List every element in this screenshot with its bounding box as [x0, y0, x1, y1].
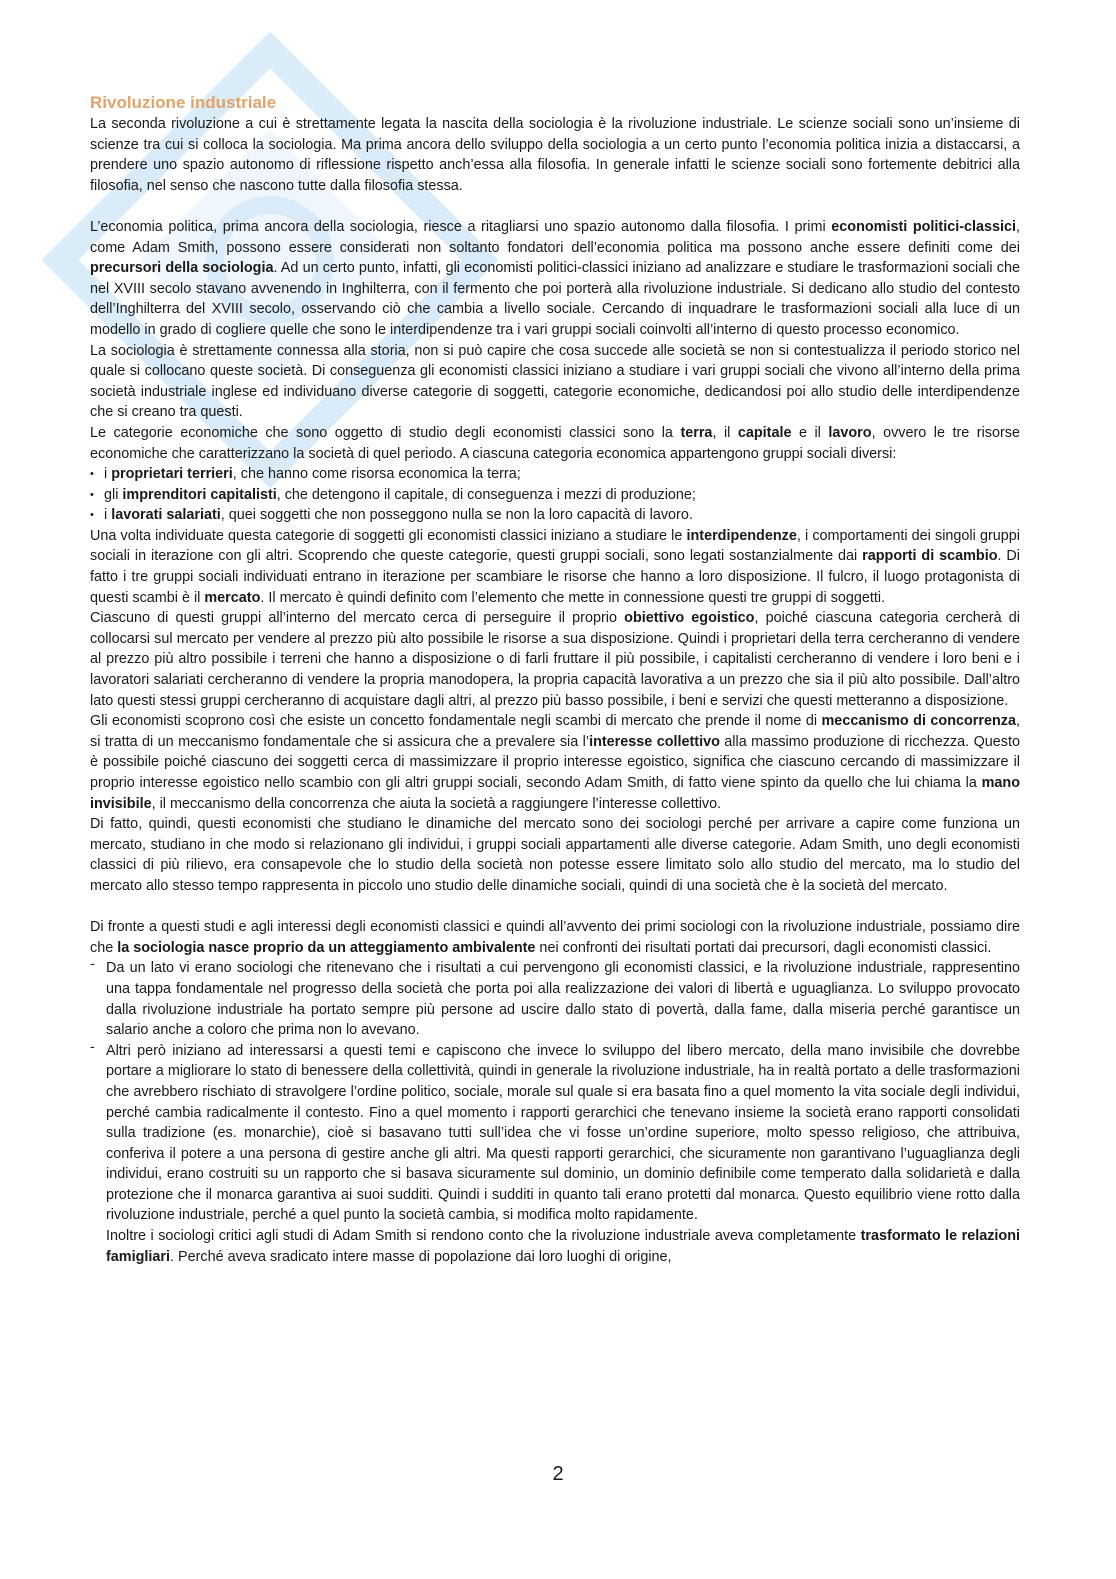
list-item: • gli imprenditori capitalisti, che detengono il capitale, di conseguenza i mezzi di produzione;: [90, 485, 1020, 506]
document-page: [90, 92, 1020, 1267]
paragraph-5: Una volta individuate questa categorie di soggetti gli economisti classici iniziano a studiare le interdipendenze, i comportamenti dei singoli gruppi sociali in iterazione con gli altri. Scoprendo che queste categorie, questi gruppi sociali, sono legati sostanzialmente dai rapporti di scambio. Di fatto i tre gruppi sociali individuati entrano in iterazione per scambiare le risorse che hanno a loro disposizione. Il fulcro, il luogo protagonista di questi scambi è il mercato. Il mercato è quindi definito com l’elemento che mette in connessione questi tre gruppi di soggetti.: [90, 527, 1020, 606]
paragraph-1: La seconda rivoluzione a cui è strettamente legata la nascita della sociologia è la rivoluzione industriale. Le scienze sociali sono un’insieme di scienze tra cui si colloca la sociologia. Ma prima ancora dello sviluppo della sociologia a un certo punto l’economia politica inizia a distaccarsi, a prendere uno spazio autonomo di riflessione rispetto anch’essa alla filosofia. In generale infatti le scienze sociali sono fortemente debitrici alla filosofia, nel senso che nascono tutte dalla filosofia stessa.: [90, 116, 1020, 194]
paragraph-9: Di fronte a questi studi e agli interessi degli economisti classici e quindi all’avvento dei primi sociologi con la rivoluzione industriale, possiamo dire che la sociologia nasce proprio da un atteggiamento ambivalente nei confronti dei risultati portati dai precursori, dagli economisti classici.: [90, 919, 1020, 956]
paragraph-4: Le categorie economiche che sono oggetto di studio degli economisti classici sono la terra, il capitale e il lavoro, ovvero le tre risorse economiche che caratterizzano la società di quel periodo. A ciascuna categoria economica appartengono gruppi sociali diversi:: [90, 424, 1020, 462]
section-heading: Rivoluzione industriale: [90, 93, 277, 112]
paragraph-3: La sociologia è strettamente connessa alla storia, non si può capire che cosa succede alle società se non si contestualizza il periodo storico nel quale si collocano queste società. Di conseguenza gli economisti classici iniziano a studiare i vari gruppi sociali che vivono all’interno della prima società industriale inglese ed individuano diverse categorie di soggetti, categorie economiche, dedicandosi poi allo studio delle interdipendenze che si creano tra questi.: [90, 342, 1020, 421]
paragraph-10: Inoltre i sociologi critici agli studi di Adam Smith si rendono conto che la rivoluzione industriale aveva completamente trasformato le relazioni famigliari. Perché aveva sradicato intere masse di popolazione dai loro luoghi di origine,: [106, 1228, 1020, 1265]
dash-list: [90, 958, 1020, 1226]
list-item: • i lavorati salariati, quei soggetti che non posseggono nulla se non la loro capacità di lavoro.: [90, 505, 1020, 526]
paragraph-2: L’economia politica, prima ancora della sociologia, riesce a ritagliarsi uno spazio autonomo dalla filosofia. I primi economisti politici-classici, come Adam Smith, possono essere considerati non soltanto fondatori dell’economia politica ma possono anche essere definiti come dei precursori della sociologia. Ad un certo punto, infatti, gli economisti politici-classici iniziano ad analizzare e studiare le trasformazioni sociali che nel XVIII secolo stavano avvenendo in Inghilterra, con il fermento che poi porterà alla rivoluzione industriale. Si dedicano allo studio del contesto dell’Inghilterra del XVIII secolo, osservando ciò che cambia a livello sociale. Cercando di inquadrare le trasformazioni sociali alla luce di un modello in grado di cogliere quelle che sono le interdipendenze tra i vari gruppi sociali coinvolti all’interno di questo processo economico.: [90, 218, 1021, 338]
list-item: • i proprietari terrieri, che hanno come risorsa economica la terra;: [90, 464, 1020, 485]
bullet-list: [90, 464, 1020, 526]
paragraph-8: Di fatto, quindi, questi economisti che studiano le dinamiche del mercato sono dei sociologi perché per arrivare a capire come funziona un mercato, studiano in che modo si relazionano gli individui, i gruppi sociali appartamenti alle diverse categorie. Adam Smith, uno degli economisti classici di più rilievo, era consapevole che lo studio della società non potesse essere limitato solo allo studio del mercato, ma lo studio del mercato allo stesso tempo rappresenta in piccolo uno studio delle dinamiche sociali, quindi di una società che è la società del mercato.: [90, 816, 1020, 894]
list-item: - Da un lato vi erano sociologi che ritenevano che i risultati a cui pervengono gli economisti classici, e la rivoluzione industriale, rappresentino una tappa fondamentale nel progresso della società che porta poi alla realizzazione dei valori di libertà e uguaglianza. Lo sviluppo provocato dalla rivoluzione industriale ha portato sempre più persone ad uscire dallo stato di povertà, dalla fame, dalla miseria perché garantisce un salario anche a coloro che prima non lo avevano.: [90, 958, 1020, 1040]
page-number: 2: [552, 1463, 564, 1485]
paragraph-6: Ciascuno di questi gruppi all’interno del mercato cerca di perseguire il proprio obiettivo egoistico, poiché ciascuna categoria cercherà di collocarsi sul mercato per vendere al prezzo più alto possibile le risorse a sua disposizione. Quindi i proprietari della terra cercheranno di vendere al prezzo più altro possibile i terreni che hanno a disposizione o di farli fruttare il più possibile, i capitalisti cercheranno di vendere i loro beni e i lavoratori salariati cercheranno di vendere la propria manodopera, la propria capacità lavorativa a un prezzo che sia il più alto possibile. Dall’altro lato questi stessi gruppi cercheranno di acquistare dagli altri, al prezzo più basso possibile, i beni e servizi che questi metteranno a disposizione.: [90, 610, 1020, 709]
list-item: - Altri però iniziano ad interessarsi a questi temi e capiscono che invece lo sviluppo del libero mercato, della mano invisibile che dovrebbe portare a migliorare lo stato di benessere della collettività, quindi in generale la rivoluzione industriale, ha in realtà portato a delle trasformazioni che avrebbero rischiato di stravolgere l’ordine politico, sociale, morale sul quale si era basata fino a quel momento la vita sociale degli individui, perché cambia radicalmente il contesto. Fino a quel momento i rapporti gerarchici che tenevano insieme la società erano rapporti consolidati sulla tradizione (es. monarchie), cioè si basavano tutti sull’idea che vi fosse un’ordine superiore, molto spesso religioso, che attribuiva, conferiva il potere a una persona di gestire anche gli altri. Ma questi rapporti gerarchici, che sicuramente non garantivano l’uguaglianza degli individui, erano costruiti su un rapporto che si basava sicuramente sul dominio, un dominio definibile come temperato dalla solidarietà e dalla protezione che il monarca garantiva ai suoi sudditi. Quindi i sudditi in quanto tali erano protetti dal monarca. Questo equilibrio viene rotto dalla rivoluzione industriale, perché a quel punto la società cambia, si modifica molto rapidamente.: [90, 1041, 1020, 1226]
paragraph-7: Gli economisti scoprono così che esiste un concetto fondamentale negli scambi di mercato che prende il nome di meccanismo di concorrenza, si tratta di un meccanismo fondamentale che si assicura che a prevalere sia l’interesse collettivo alla massimo produzione di ricchezza. Questo è possibile poiché ciascuno dei soggetti cerca di massimizzare il proprio interesse egoistico, significa che ciascuno cercando di massimizzare il proprio interesse egoistico nello scambio con gli altri gruppi sociali, secondo Adam Smith, di fatto viene spinto da quello che lui chiama la mano invisibile, il meccanismo della concorrenza che aiuta la società a raggiungere l’interesse collettivo.: [90, 713, 1020, 812]
